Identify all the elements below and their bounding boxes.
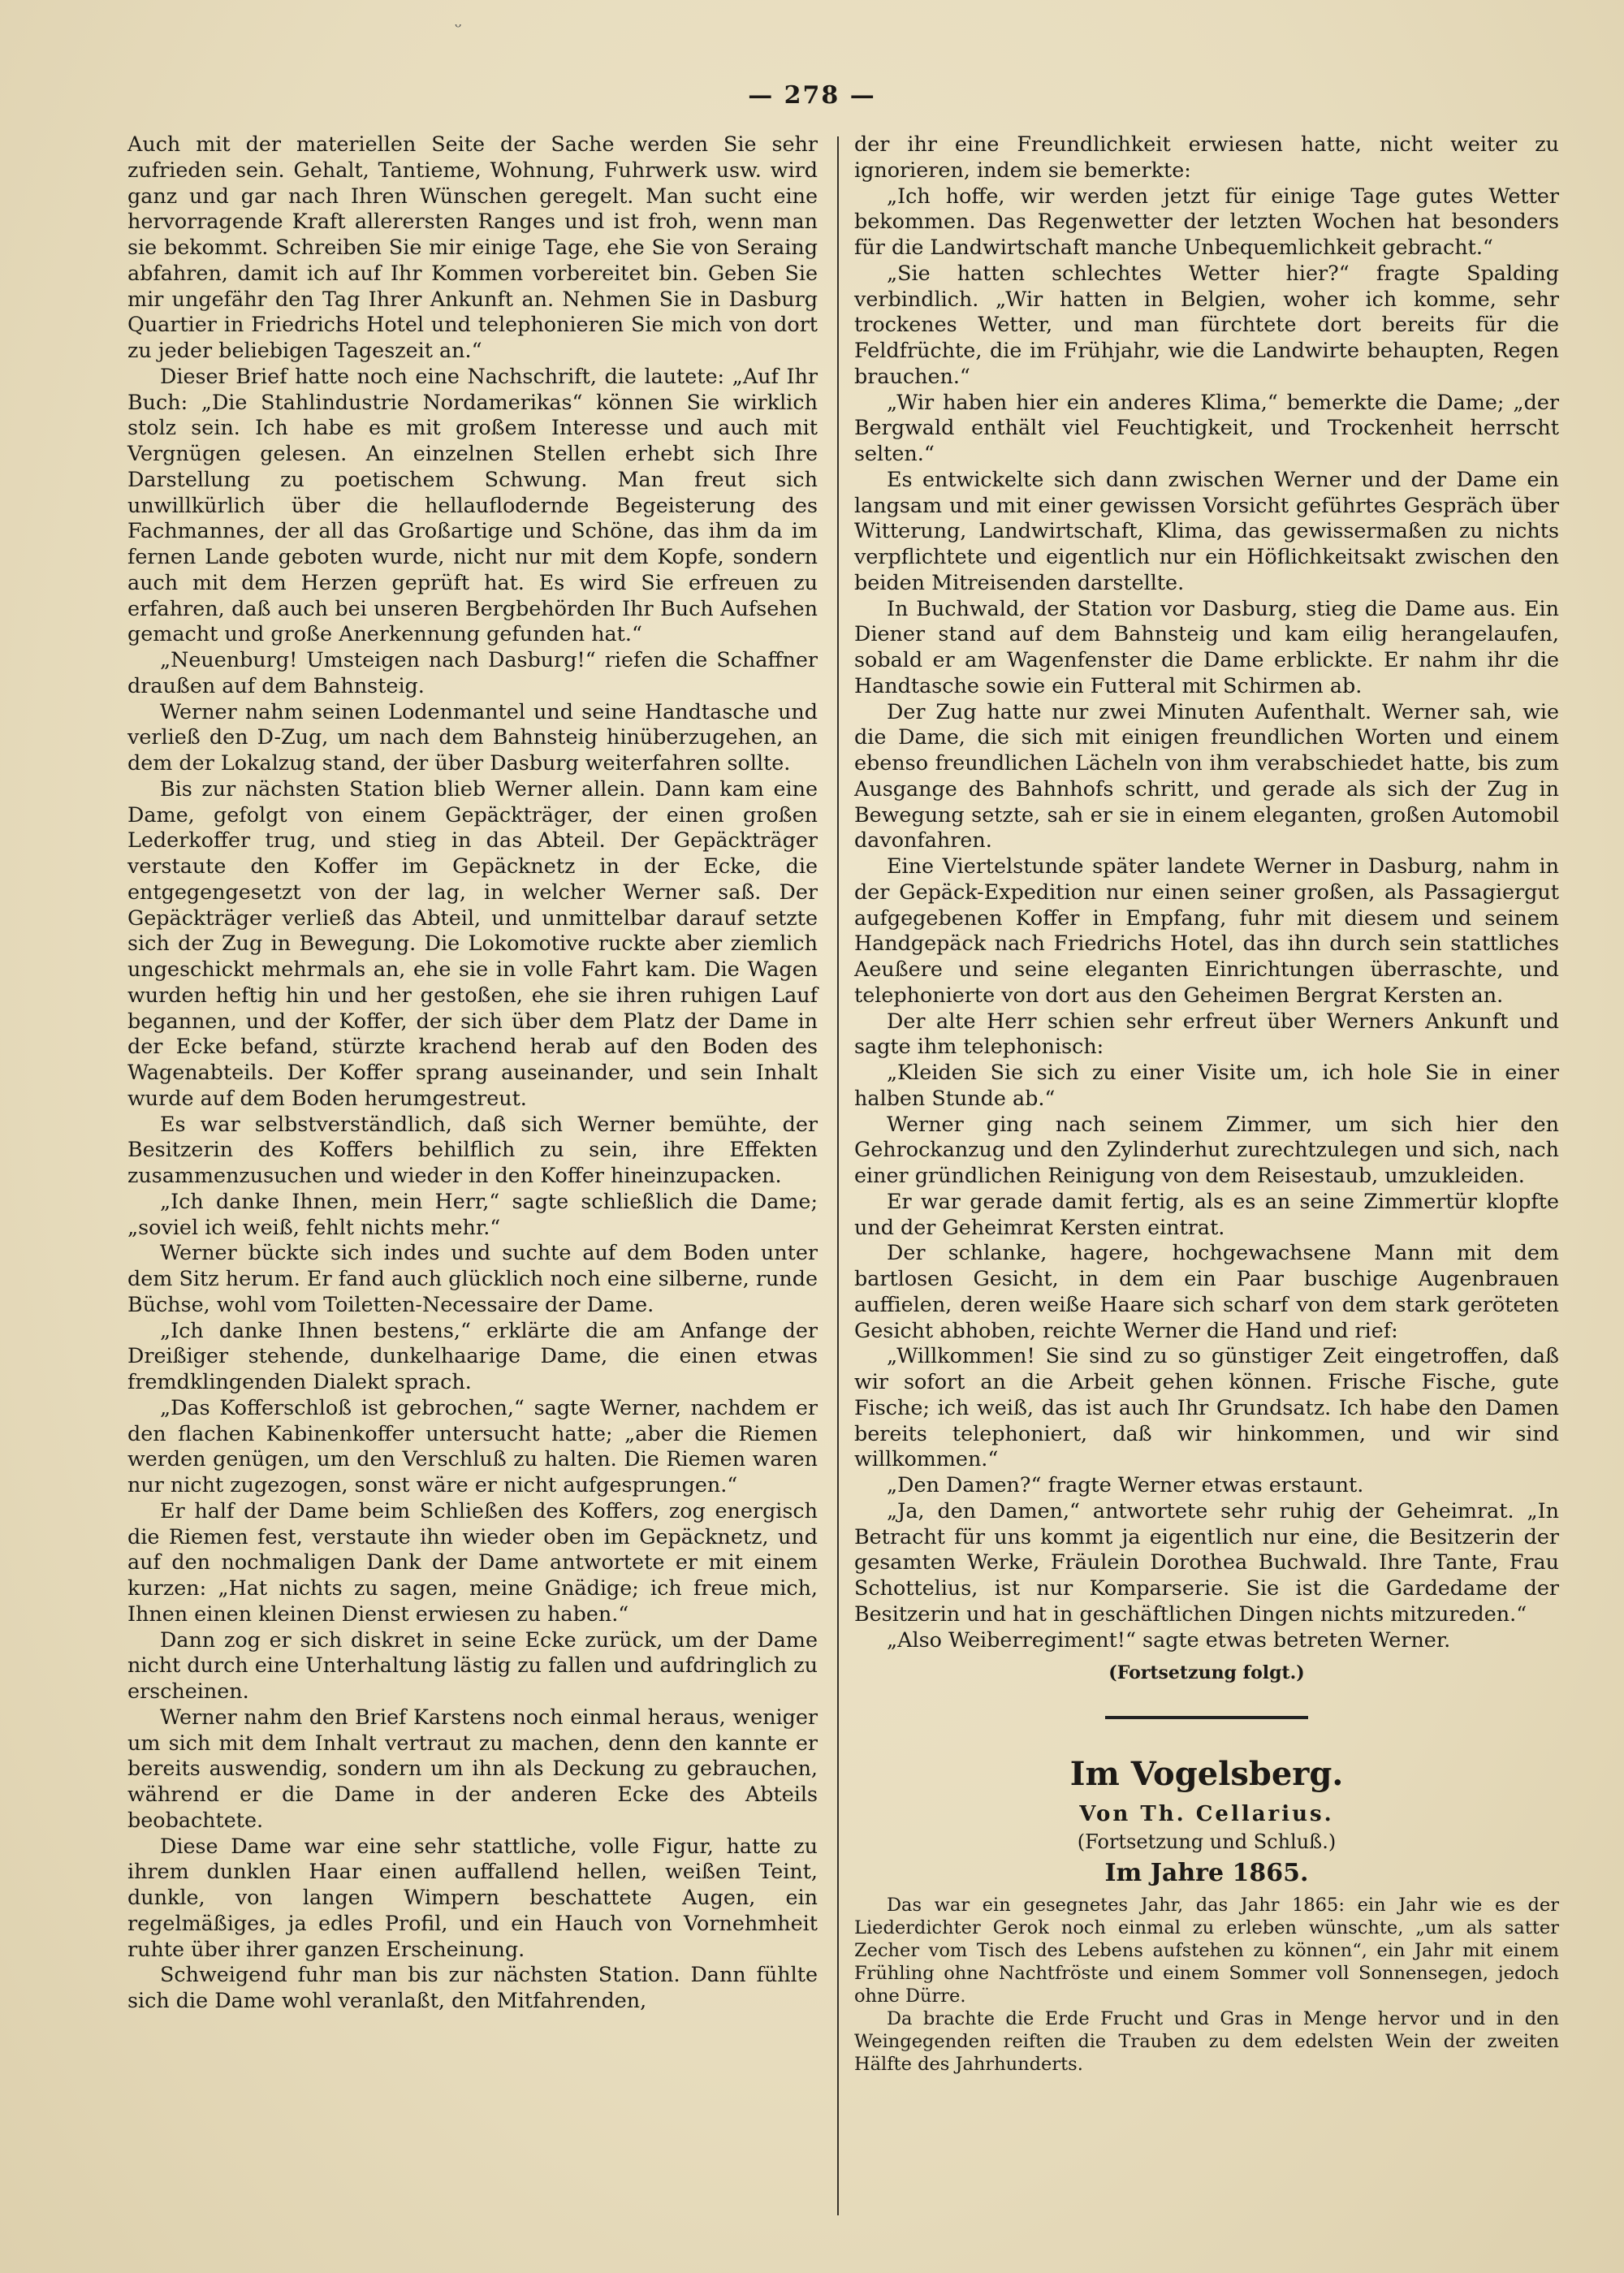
paragraph: „Ich danke Ihnen, mein Herr,“ sagte schließlich die Dame; „soviel ich weiß, fehlt nichts mehr.“ bbox=[127, 1188, 818, 1239]
paragraph: „Sie hatten schlechtes Wetter hier?“ fragte Spalding verbindlich. „Wir hatten in Belgien, woher ich komme, sehr trockenes Wetter, und man fürchtete dort bereits für die Feldfrüchte, die im Frühjahr, wie die Landwirte behaupten, Regen brauchen.“ bbox=[854, 260, 1559, 388]
paragraph: „Kleiden Sie sich zu einer Visite um, ich hole Sie in einer halben Stunde ab.“ bbox=[854, 1060, 1559, 1110]
paragraph: Dieser Brief hatte noch eine Nachschrift, die lautete: „Auf Ihr Buch: „Die Stahlindustrie Nordamerikas“ können Sie wirklich stolz sein. Ich habe es mit großem Interesse und auch mit Vergnügen gelesen. An einzelnen Stellen erhebt sich Ihre Darstellung zu poetischem Schwung. Man freut sich unwillkürlich über die hellauflodernde Begeisterung des Fachmannes, der all das Großartige und Schöne, das ihm da im fernen Lande geboten wurde, nicht nur mit dem Kopfe, sondern auch mit dem Herzen geprüft hat. Es wird Sie erfreuen zu erfahren, daß auch bei unseren Bergbehörden Ihr Buch Aufsehen gemacht und große Anerkennung gefunden hat.“ bbox=[127, 363, 818, 646]
paragraph: Werner nahm seinen Lodenmantel und seine Handtasche und verließ den D-Zug, um nach dem Bahnsteig hinüberzugehen, an dem der Lokalzug stand, der über Dasburg weiterfahren sollte. bbox=[127, 698, 818, 775]
paragraph: Bis zur nächsten Station blieb Werner allein. Dann kam eine Dame, gefolgt von einem Gepäckträger, der einen großen Lederkoffer trug, und stieg in das Abteil. Der Gepäckträger verstaute den Koffer im Gepäcknetz in der Ecke, die entgegengesetzt von der lag, in welcher Werner saß. Der Gepäckträger verließ das Abteil, und unmittelbar darauf setzte sich der Zug in Bewegung. Die Lokomotive ruckte aber ziemlich ungeschickt mehrmals an, ehe sie in volle Fahrt kam. Die Wagen wurden heftig hin und her gestoßen, ehe sie ihren ruhigen Lauf begannen, und der Koffer, der sich über dem Platz der Dame in der Ecke befand, stürzte krachend herab auf den Boden des Wagenabteils. Der Koffer sprang auseinander, und sein Inhalt wurde auf dem Boden herumgestreut. bbox=[127, 776, 818, 1110]
paragraph: Der alte Herr schien sehr erfreut über Werners Ankunft und sagte ihm telephonisch: bbox=[854, 1008, 1559, 1059]
paragraph: der ihr eine Freundlichkeit erwiesen hatte, nicht weiter zu ignorieren, indem sie bemerkte: bbox=[854, 132, 1559, 182]
paragraph: „Das Kofferschloß ist gebrochen,“ sagte Werner, nachdem er den flachen Kabinenkoffer untersucht hatte; „aber die Riemen werden genügen, um den Verschluß zu halten. Die Riemen waren nur nicht zugezogen, sonst wäre er nicht aufgesprungen.“ bbox=[127, 1394, 818, 1497]
paragraph: Werner ging nach seinem Zimmer, um sich hier den Gehrockanzug und den Zylinderhut zurechtzulegen und sich, nach einer gründlichen Reinigung von dem Reisestaub, umzukleiden. bbox=[854, 1111, 1559, 1187]
paragraph: Es entwickelte sich dann zwischen Werner und der Dame ein langsam und mit einer gewissen Vorsicht geführtes Gespräch über Witterung, Landwirtschaft, Klima, das gewissermaßen zu nichts verpflichtete und eigentlich nur ein Höflichkeitsakt zwischen den beiden Mitreisenden darstellte. bbox=[854, 466, 1559, 594]
article-byline: Von Th. Cellarius. bbox=[1079, 1802, 1334, 1826]
paragraph: „Den Damen?“ fragte Werner etwas erstaunt. bbox=[887, 1472, 1364, 1497]
paragraph: Der Zug hatte nur zwei Minuten Aufenthalt. Werner sah, wie die Dame, die sich mit einigen freundlichen Worten und einem ebenso freundlichen Lächeln von ihm verabschiedet hatte, bis zum Ausgange des Bahnhofs schritt, und gerade als sich der Zug in Bewegung setzte, sah er sie in einem eleganten, großen Automobil davonfahren. bbox=[854, 698, 1559, 853]
paragraph: „Also Weiberregiment!“ sagte etwas betreten Werner. bbox=[887, 1627, 1451, 1652]
article-subtitle: (Fortsetzung und Schluß.) bbox=[1077, 1830, 1337, 1853]
paragraph: Eine Viertelstunde später landete Werner in Dasburg, nahm in der Gepäck-Expedition nur einen seiner großen, als Passagiergut aufgegebenen Koffer in Empfang, fuhr mit diesem und seinem Handgepäck nach Friedrichs Hotel, das ihn durch sein stattliches Aeußere und seine eleganten Einrichtungen überraschte, und telephonierte von dort aus den Geheimen Bergrat Kersten an. bbox=[854, 853, 1559, 1007]
article-body bbox=[854, 1894, 1559, 2076]
paragraph: In Buchwald, der Station vor Dasburg, stieg die Dame aus. Ein Diener stand auf dem Bahnsteig und kam eilig herangelaufen, sobald er am Wagenfenster die Dame erblickte. Er nahm ihr die Handtasche sowie ein Futteral mit Schirmen ab. bbox=[854, 595, 1559, 698]
paragraph: Das war ein gesegnetes Jahr, das Jahr 1865: ein Jahr wie es der Liederdichter Gerok noch einmal zu erleben wünschte, „um als satter Zecher vom Tisch des Lebens aufstehen zu können“, ein Jahr mit einem Frühling ohne Nachtfröste und einem Sommer voll Sonnensegen, jedoch ohne Dürre. bbox=[854, 1895, 1559, 2007]
paragraph: Der schlanke, hagere, hochgewachsene Mann mit dem bartlosen Gesicht, in dem ein Paar buschige Augenbrauen auffielen, deren weiße Haare sich scharf von dem stark geröteten Gesicht abhoben, reichte Werner die Hand und rief: bbox=[854, 1240, 1559, 1342]
paragraph: Es war selbstverständlich, daß sich Werner bemühte, der Besitzerin des Koffers behilflich zu sein, ihre Effekten zusammenzusuchen und wieder in den Koffer hineinzupacken. bbox=[127, 1111, 818, 1187]
paragraph: Werner bückte sich indes und suchte auf dem Boden unter dem Sitz herum. Er fand auch glücklich noch eine silberne, runde Büchse, wohl vom Toiletten-Necessaire der Dame. bbox=[127, 1240, 818, 1316]
page-number: — 278 — bbox=[748, 81, 876, 110]
left-column bbox=[127, 132, 818, 2014]
paragraph: „Wir haben hier ein anderes Klima,“ bemerkte die Dame; „der Bergwald enthält viel Feuchtigkeit, und Trockenheit herrscht selten.“ bbox=[854, 389, 1559, 465]
paragraph: Er half der Dame beim Schließen des Koffers, zog energisch die Riemen fest, verstaute ihn wieder oben im Gepäcknetz, und auf den nochmaligen Dank der Dame antwortete er mit einem kurzen: „Hat nichts zu sagen, meine Gnädige; ich freue mich, Ihnen einen kleinen Dienst erwiesen zu haben.“ bbox=[127, 1497, 818, 1626]
paragraph: Werner nahm den Brief Karstens noch einmal heraus, weniger um sich mit dem Inhalt vertraut zu machen, denn den kannte er bereits auswendig, sondern um ihn als Deckung zu gebrauchen, während er die Dame in der anderen Ecke des Abteils beobachtete. bbox=[127, 1704, 818, 1832]
continuation-note: (Fortsetzung folgt.) bbox=[1108, 1662, 1305, 1684]
paragraph: Dann zog er sich diskret in seine Ecke zurück, um der Dame nicht durch eine Unterhaltung lästig zu fallen und aufdringlich zu erscheinen. bbox=[127, 1627, 818, 1703]
article-title: Im Vogelsberg. bbox=[1069, 1755, 1344, 1793]
paragraph: „Neuenburg! Umsteigen nach Dasburg!“ riefen die Schaffner draußen auf dem Bahnsteig. bbox=[127, 647, 818, 698]
paragraph: „Ich danke Ihnen bestens,“ erklärte die am Anfange der Dreißiger stehende, dunkelhaarige Dame, die einen etwas fremdklingenden Dialekt sprach. bbox=[127, 1317, 818, 1394]
paragraph: „Willkommen! Sie sind zu so günstiger Zeit eingetroffen, daß wir sofort an die Arbeit gehen können. Frische Fische, gute Fische; ich weiß, das ist auch Ihr Grundsatz. Ich habe den Damen bereits telephoniert, daß wir hinkommen, und wir sind willkommen.“ bbox=[854, 1343, 1559, 1471]
paragraph: „Ich hoffe, wir werden jetzt für einige Tage gutes Wetter bekommen. Das Regenwetter der letzten Wochen hat besonders für die Landwirtschaft manche Unbequemlichkeit gebracht.“ bbox=[854, 183, 1559, 259]
paragraph: Da brachte die Erde Frucht und Gras in Menge hervor und in den Weingegenden reiften die Trauben zu dem edelsten Wein der zweiten Hälfte des Jahrhunderts. bbox=[854, 2008, 1559, 2076]
paragraph: „Ja, den Damen,“ antwortete sehr ruhig der Geheimrat. „In Betracht für uns kommt ja eigentlich nur eine, die Besitzerin der gesamten Werke, Fräulein Dorothea Buchwald. Ihre Tante, Frau Schottelius, ist nur Komparserie. Sie ist die Gardedame der Besitzerin und hat in geschäftlichen Dingen nichts mitzureden.“ bbox=[854, 1497, 1559, 1626]
print-mark: ᵕ bbox=[455, 18, 462, 38]
paragraph: Er war gerade damit fertig, als es an seine Zimmertür klopfte und der Geheimrat Kersten eintrat. bbox=[854, 1188, 1559, 1239]
section-heading: Im Jahre 1865. bbox=[1104, 1858, 1309, 1887]
section-divider bbox=[1105, 1716, 1308, 1719]
column-divider bbox=[837, 136, 839, 2215]
right-column bbox=[854, 132, 1559, 2076]
paragraph: Auch mit der materiellen Seite der Sache werden Sie sehr zufrieden sein. Gehalt, Tantieme, Wohnung, Fuhrwerk usw. wird ganz und gar nach Ihren Wünschen geregelt. Man sucht eine hervorragende Kraft allerersten Ranges und ist froh, wenn man sie bekommt. Schreiben Sie mir einige Tage, ehe Sie von Seraing abfahren, damit ich auf Ihr Kommen vorbereitet bin. Geben Sie mir ungefähr den Tag Ihrer Ankunft an. Nehmen Sie in Dasburg Quartier in Friedrichs Hotel und telephonieren Sie mich von dort zu jeder beliebigen Tageszeit an.“ bbox=[127, 132, 818, 362]
paragraph: Diese Dame war eine sehr stattliche, volle Figur, hatte zu ihrem dunklen Haar einen auffallend hellen, weißen Teint, dunkle, von langen Wimpern beschattete Augen, ein regelmäßiges, ja edles Profil, und ein Hauch von Vornehmheit ruhte über ihrer ganzen Erscheinung. bbox=[127, 1833, 818, 1961]
paragraph: Schweigend fuhr man bis zur nächsten Station. Dann fühlte sich die Dame wohl veranlaßt, den Mitfahrenden, bbox=[127, 1962, 818, 2012]
